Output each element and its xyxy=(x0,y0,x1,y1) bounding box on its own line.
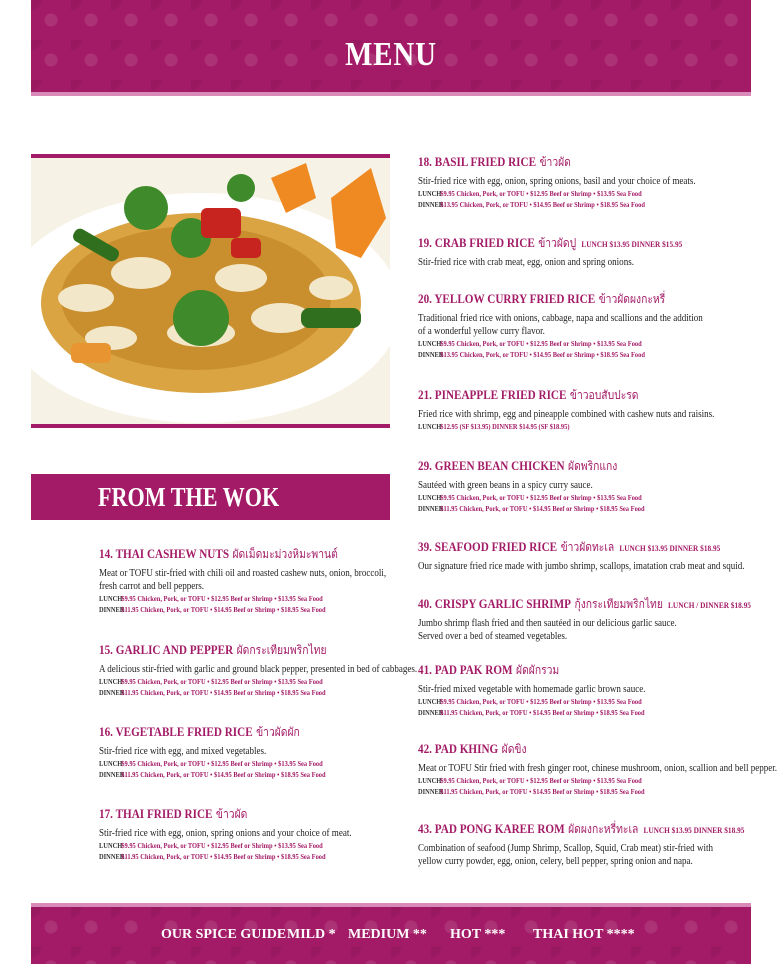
spice-hot: HOT *** xyxy=(450,927,506,942)
item-thai-name: ข้าวผัดผัก xyxy=(256,725,300,739)
item-name: 42. PAD KHING ผัดขิง xyxy=(418,741,527,756)
item-price-dinner: DINNER $11.95 Chicken, Pork, or TOFU • $14.95 Beef or Shrimp • $18.95 Sea Food xyxy=(418,708,645,717)
item-description: Traditional fried rice with onions, cabbage, napa and scallions and the addition of a wonderful yellow curry flavor. xyxy=(418,313,703,337)
menu-item-17 xyxy=(99,805,393,862)
item-price-dinner: DINNER $13.95 Chicken, Pork, or TOFU • $14.95 Beef or Shrimp • $18.95 Sea Food xyxy=(418,350,645,359)
item-thai-name: ข้าวอบสับปะรด xyxy=(569,388,639,402)
item-price-lunch: LUNCH $9.95 Chicken, Pork, or TOFU • $12.95 Beef or Shrimp • $13.95 Sea Food xyxy=(418,493,642,502)
food-photo-icon xyxy=(31,158,390,424)
header-banner xyxy=(31,0,751,96)
item-description: Fried rice with shrimp, egg and pineapple combined with cashew nuts and raisins. xyxy=(418,409,715,420)
item-price-inline: LUNCH $13.95 DINNER $15.95 xyxy=(581,239,683,249)
item-price-lunch: LUNCH $9.95 Chicken, Pork, or TOFU • $12.95 Beef or Shrimp • $13.95 Sea Food xyxy=(418,697,642,706)
item-name: 40. CRISPY GARLIC SHRIMP กุ้งกระเทียมพริกไทย LUNCH / DINNER $18.95 xyxy=(418,596,751,611)
item-thai-name: ผัดผงกะหรี่ทะเล xyxy=(568,822,639,836)
menu-item-19 xyxy=(418,234,725,269)
item-thai-name: ผัดขิง xyxy=(501,742,527,756)
item-name: 16. VEGETABLE FRIED RICE ข้าวผัดผัก xyxy=(99,724,300,739)
item-thai-name: ข้าวผัดทะเล xyxy=(560,540,615,554)
menu-item-42 xyxy=(418,740,782,797)
item-name: 18. BASIL FRIED RICE ข้าวผัด xyxy=(418,154,571,169)
item-thai-name: ข้าวผัด xyxy=(215,807,248,821)
item-thai-name: กุ้งกระเทียมพริกไทย xyxy=(574,597,663,611)
menu-item-16 xyxy=(99,723,363,780)
item-name: 41. PAD PAK ROM ผัดผักรวม xyxy=(418,662,560,677)
item-thai-name: ข้าวผัดปู xyxy=(538,236,577,250)
item-description: A delicious stir-fried with garlic and ground black pepper, presented in bed of cabbages. xyxy=(99,664,418,675)
item-name: 21. PINEAPPLE FRIED RICE ข้าวอบสับปะรด xyxy=(418,387,639,402)
item-price-lunch: LUNCH $9.95 Chicken, Pork, or TOFU • $12.95 Beef or Shrimp • $13.95 Sea Food xyxy=(418,776,642,785)
item-price-lunch: LUNCH $9.95 Chicken, Pork, or TOFU • $12.95 Beef or Shrimp • $13.95 Sea Food xyxy=(418,189,642,198)
item-price-dinner: DINNER $11.95 Chicken, Pork, or TOFU • $14.95 Beef or Shrimp • $18.95 Sea Food xyxy=(418,787,645,796)
food-photo xyxy=(31,154,390,428)
item-name: 29. GREEN BEAN CHICKEN ผัดพริกแกง xyxy=(418,458,618,473)
section-title: FROM THE WOK xyxy=(98,482,280,512)
menu-item-39 xyxy=(418,538,782,573)
item-price-lunch: LUNCH $9.95 Chicken, Pork, or TOFU • $12.95 Beef or Shrimp • $13.95 Sea Food xyxy=(99,594,323,603)
item-price-dinner: DINNER $11.95 Chicken, Pork, or TOFU • $14.95 Beef or Shrimp • $18.95 Sea Food xyxy=(99,852,326,861)
item-name: 20. YELLOW CURRY FRIED RICE ข้าวผัดผงกะหรี่ xyxy=(418,291,666,306)
menu-item-15 xyxy=(99,641,469,698)
menu-item-21 xyxy=(418,386,763,432)
item-price-lunch: LUNCH $9.95 Chicken, Pork, or TOFU • $12.95 Beef or Shrimp • $13.95 Sea Food xyxy=(418,339,642,348)
item-price-dinner: DINNER $13.95 Chicken, Pork, or TOFU • $14.95 Beef or Shrimp • $18.95 Sea Food xyxy=(418,200,645,209)
item-description: Stir-fried rice with egg, and mixed vegetables. xyxy=(99,746,267,757)
menu-item-18 xyxy=(418,153,741,210)
item-description: Meat or TOFU stir-fried with chili oil and roasted cashew nuts, onion, broccoli, fresh carrot and bell peppers. xyxy=(99,568,387,592)
menu-item-20 xyxy=(418,290,749,360)
item-name: 43. PAD PONG KAREE ROM ผัดผงกะหรี่ทะเล LUNCH $13.95 DINNER $18.95 xyxy=(418,821,745,836)
item-description: Stir-fried mixed vegetable with homemade garlic brown sauce. xyxy=(418,684,646,695)
item-description: Sautéed with green beans in a spicy curry sauce. xyxy=(418,480,593,491)
spice-guide-label: OUR SPICE GUIDE xyxy=(161,927,287,942)
item-name: 15. GARLIC AND PEPPER ผัดกระเทียมพริกไทย xyxy=(99,642,327,657)
section-banner-from-the-wok xyxy=(31,474,390,520)
menu-item-41 xyxy=(418,661,683,718)
item-price-dinner: DINNER $11.95 Chicken, Pork, or TOFU • $14.95 Beef or Shrimp • $18.95 Sea Food xyxy=(99,770,326,779)
item-name: 19. CRAB FRIED RICE ข้าวผัดปู LUNCH $13.95 DINNER $15.95 xyxy=(418,235,683,250)
item-price-lunch: LUNCH $9.95 Chicken, Pork, or TOFU • $12.95 Beef or Shrimp • $13.95 Sea Food xyxy=(99,677,323,686)
spice-guide-banner xyxy=(31,903,751,964)
spice-thai-hot: THAI HOT **** xyxy=(533,927,635,942)
item-description: Our signature fried rice made with jumbo shrimp, scallops, imatation crab meat and squid. xyxy=(418,561,745,572)
item-thai-name: ผัดเม็ดมะม่วงหิมะพานต์ xyxy=(232,547,338,561)
item-price-lunch: LUNCH $9.95 Chicken, Pork, or TOFU • $12.95 Beef or Shrimp • $13.95 Sea Food xyxy=(99,841,323,850)
item-name: 17. THAI FRIED RICE ข้าวผัด xyxy=(99,806,248,821)
item-thai-name: ข้าวผัด xyxy=(539,155,571,169)
item-thai-name: ผัดกระเทียมพริกไทย xyxy=(236,643,327,657)
menu-item-29 xyxy=(418,457,682,514)
item-price-inline: LUNCH / DINNER $18.95 xyxy=(668,600,751,610)
item-thai-name: ผัดผักรวม xyxy=(516,663,560,677)
item-price-inline: LUNCH $13.95 DINNER $18.95 xyxy=(643,825,745,835)
item-price-lunch: LUNCH $9.95 Chicken, Pork, or TOFU • $12.95 Beef or Shrimp • $13.95 Sea Food xyxy=(99,759,323,768)
item-description: Stir-fried rice with egg, onion, spring onions and your choice of meat. xyxy=(99,828,352,839)
menu-item-43 xyxy=(418,820,782,868)
item-description: Stir-fried rice with crab meat, egg, onion and spring onions. xyxy=(418,257,634,268)
item-thai-name: ผัดพริกแกง xyxy=(568,459,618,473)
item-name: 39. SEAFOOD FRIED RICE ข้าวผัดทะเล LUNCH $13.95 DINNER $18.95 xyxy=(418,539,721,554)
item-thai-name: ข้าวผัดผงกะหรี่ xyxy=(598,292,666,306)
item-price-dinner: DINNER $11.95 Chicken, Pork, or TOFU • $14.95 Beef or Shrimp • $18.95 Sea Food xyxy=(418,504,645,513)
item-price-dinner: DINNER $11.95 Chicken, Pork, or TOFU • $14.95 Beef or Shrimp • $18.95 Sea Food xyxy=(99,688,326,697)
menu-item-14 xyxy=(99,545,433,615)
item-description: Meat or TOFU Stir fried with fresh ginger root, chinese mushroom, onion, scallion and bell pepper. xyxy=(418,763,778,774)
page-title: MENU xyxy=(345,36,437,73)
spice-medium: MEDIUM ** xyxy=(348,927,427,942)
item-description: Stir-fried rice with egg, onion, spring onions, basil and your choice of meats. xyxy=(418,176,696,187)
item-description: Jumbo shrimp flash fried and then sautéed in our delicious garlic sauce. Served over a bed of steamed vegetables. xyxy=(418,618,677,642)
item-description: Combination of seafood (Jump Shrimp, Scallop, Squid, Crab meat) stir-fried with yellow curry powder, egg, onion, celery, bell pepper, spring onion and napa. xyxy=(418,843,714,867)
item-price-dinner: DINNER $11.95 Chicken, Pork, or TOFU • $14.95 Beef or Shrimp • $18.95 Sea Food xyxy=(99,605,326,614)
item-name: 14. THAI CASHEW NUTS ผัดเม็ดมะม่วงหิมะพานต์ xyxy=(99,546,338,561)
item-price-lunch: LUNCH $12.95 (SF $13.95) DINNER $14.95 (SF $18.95) xyxy=(418,422,570,431)
menu-item-40 xyxy=(418,595,782,643)
spice-mild: MILD * xyxy=(287,927,336,942)
item-price-inline: LUNCH $13.95 DINNER $18.95 xyxy=(619,543,721,553)
